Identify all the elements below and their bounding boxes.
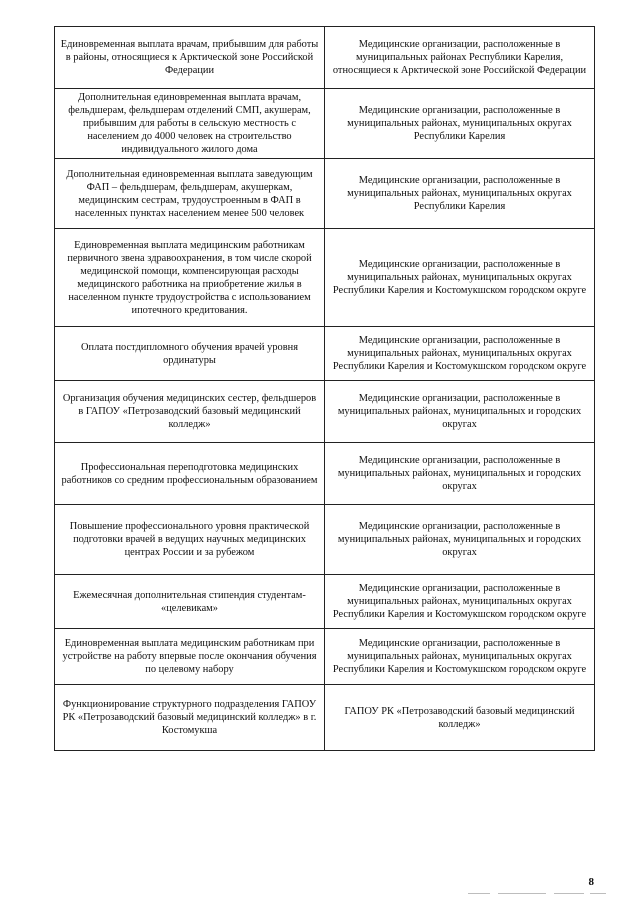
measure-cell: Организация обучения медицинских сестер, фельдшеров в ГАПОУ «Петрозаводский базовый медицинский колледж» (55, 381, 325, 443)
measure-cell: Единовременная выплата врачам, прибывшим для работы в районы, относящиеся к Арктической зоне Российской Федерации (55, 27, 325, 89)
measure-cell: Ежемесячная дополнительная стипендия студентам- «целевикам» (55, 575, 325, 629)
table-row (55, 443, 595, 505)
page-number: 8 (588, 876, 594, 888)
table-row (55, 505, 595, 575)
organizations-cell: Медицинские организации, расположенные в муниципальных районах Республики Карелия, относящиеся к Арктической зоне Российской Федерации (325, 27, 595, 89)
organizations-cell: Медицинские организации, расположенные в муниципальных районах, муниципальных округах Республики Карелия и Костомукшском городском округе (325, 327, 595, 381)
table-row (55, 327, 595, 381)
organizations-cell: Медицинские организации, расположенные в муниципальных районах, муниципальных и городских округах (325, 381, 595, 443)
measure-cell: Единовременная выплата медицинским работникам первичного звена здравоохранения, в том числе скорой медицинской помощи, компенсирующая расходы медицинского работника на приобретение жилья в населенном пункте трудоустройства с использованием ипотечного кредитования. (55, 229, 325, 327)
measure-cell: Дополнительная единовременная выплата врачам, фельдшерам, фельдшерам отделений СМП, акушерам, прибывшим для работы в сельскую местность с населением до 4000 человек на строительство индивидуального жилого дома (55, 89, 325, 159)
table-row (55, 575, 595, 629)
table-row (55, 381, 595, 443)
table-row (55, 89, 595, 159)
measure-cell: Оплата постдипломного обучения врачей уровня ординатуры (55, 327, 325, 381)
measure-cell: Дополнительная единовременная выплата заведующим ФАП – фельдшерам, фельдшерам, акушеркам, медицинским сестрам, трудоустроенным в ФАП в населенных пунктах населением менее 500 человек (55, 159, 325, 229)
organizations-cell: Медицинские организации, расположенные в муниципальных районах, муниципальных и городских округах (325, 505, 595, 575)
measure-cell: Повышение профессионального уровня практической подготовки врачей в ведущих научных медицинских центрах России и за рубежом (55, 505, 325, 575)
measure-cell: Профессиональная переподготовка медицинских работников со средним профессиональным образованием (55, 443, 325, 505)
measure-cell: Единовременная выплата медицинским работникам при устройстве на работу впервые после окончания обучения по целевому набору (55, 629, 325, 685)
organizations-cell: Медицинские организации, расположенные в муниципальных районах, муниципальных округах Республики Карелия (325, 159, 595, 229)
table-row (55, 159, 595, 229)
measure-cell: Функционирование структурного подразделения ГАПОУ РК «Петрозаводский базовый медицинский колледж» в г. Костомукша (55, 685, 325, 751)
organizations-cell: Медицинские организации, расположенные в муниципальных районах, муниципальных округах Республики Карелия и Костомукшском городском округе (325, 575, 595, 629)
table-row (55, 27, 595, 89)
table-row (55, 685, 595, 751)
measures-table (54, 26, 595, 751)
organizations-cell: Медицинские организации, расположенные в муниципальных районах, муниципальных округах Республики Карелия и Костомукшском городском округе (325, 229, 595, 327)
table-row (55, 229, 595, 327)
organizations-cell: Медицинские организации, расположенные в муниципальных районах, муниципальных округах Республики Карелия (325, 89, 595, 159)
organizations-cell: Медицинские организации, расположенные в муниципальных районах, муниципальных округах Республики Карелия и Костомукшском городском округе (325, 629, 595, 685)
table-row (55, 629, 595, 685)
organizations-cell: Медицинские организации, расположенные в муниципальных районах, муниципальных и городских округах (325, 443, 595, 505)
scan-artifact-lines (468, 892, 608, 896)
organizations-cell: ГАПОУ РК «Петрозаводский базовый медицинский колледж» (325, 685, 595, 751)
